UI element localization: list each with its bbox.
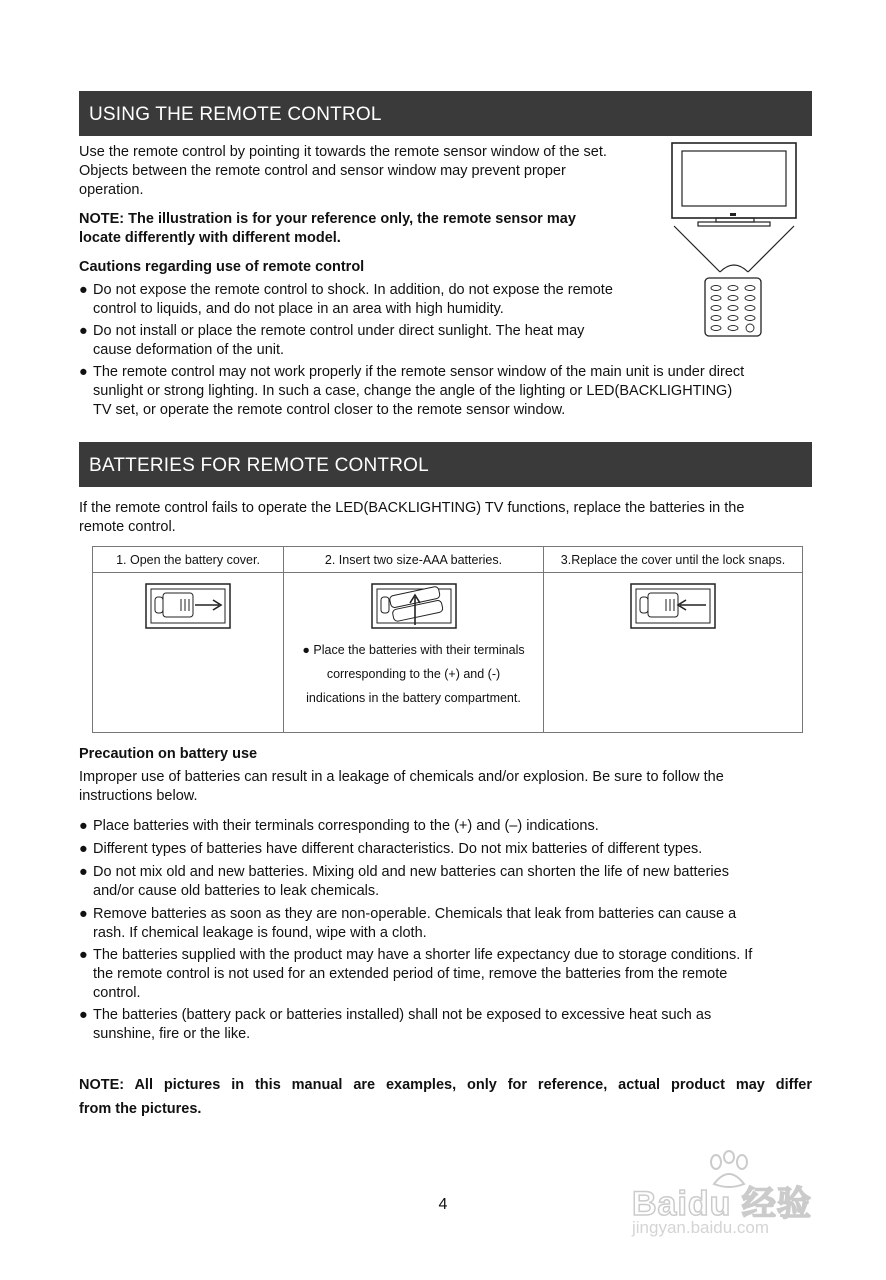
- bullet: ●: [79, 282, 88, 298]
- section-header-batteries: BATTERIES FOR REMOTE CONTROL: [79, 442, 812, 487]
- battery-insert-icon: [371, 583, 457, 629]
- final-note-line: from the pictures.: [79, 1101, 202, 1117]
- watermark-url: jingyan.baidu.com: [632, 1218, 770, 1237]
- caution-line: TV set, or operate the remote control closer to the remote sensor window.: [93, 402, 566, 418]
- caution-line: The remote control may not work properly if the remote sensor window of the main unit is under direct: [93, 364, 745, 380]
- caution-item: [79, 363, 819, 420]
- caution-line: Do not expose the remote control to shock. In addition, do not expose the remote: [93, 282, 613, 298]
- bullet: ●: [79, 906, 88, 922]
- precaution-line: Different types of batteries have different characteristics. Do not mix batteries of different types.: [93, 841, 703, 857]
- battery-open-icon: [145, 583, 231, 629]
- step-1-header: 1. Open the battery cover.: [93, 547, 284, 573]
- battery-insert-note-line: ● Place the batteries with their terminals: [302, 643, 525, 657]
- bullet: ●: [79, 323, 88, 339]
- precaution-line: the remote control is not used for an extended period of time, remove the batteries from the remote: [93, 966, 728, 982]
- battery-insert-note: [284, 638, 543, 710]
- precaution-line: rash. If chemical leakage is found, wipe with a cloth.: [93, 925, 427, 941]
- bullet: ●: [79, 818, 88, 834]
- bullet: ●: [79, 1007, 88, 1023]
- remote-note: [79, 210, 669, 248]
- caution-item: [79, 281, 679, 319]
- step-3-header: 3.Replace the cover until the lock snaps.: [544, 547, 803, 573]
- page-number: 4: [438, 1196, 448, 1213]
- precaution-item: [79, 1006, 819, 1044]
- batteries-intro: [79, 499, 819, 537]
- precaution-item: [79, 863, 819, 901]
- battery-insert-note-line: corresponding to the (+) and (-): [326, 667, 501, 681]
- precaution-item: [79, 946, 819, 1003]
- precaution-item: [79, 905, 819, 943]
- precaution-line: Do not mix old and new batteries. Mixing old and new batteries can shorten the life of new batteries: [93, 864, 729, 880]
- remote-intro-line: Use the remote control by pointing it towards the remote sensor window of the set.: [79, 144, 607, 160]
- precaution-line: sunshine, fire or the like.: [93, 1026, 251, 1042]
- remote-note-line: NOTE: The illustration is for your reference only, the remote sensor may: [79, 211, 576, 227]
- precaution-intro: [79, 768, 819, 806]
- step-3-cell: [544, 573, 803, 733]
- battery-steps-table: [92, 546, 803, 733]
- precaution-heading: Precaution on battery use: [79, 746, 258, 762]
- final-note: [79, 1073, 812, 1121]
- watermark-brand: Baidu 经验: [632, 1185, 812, 1223]
- bullet: ●: [79, 947, 88, 963]
- precaution-item: [79, 817, 819, 836]
- battery-close-icon: [630, 583, 716, 629]
- precaution-intro-line: Improper use of batteries can result in a leakage of chemicals and/or explosion. Be sure to follow the: [79, 769, 724, 785]
- section-header-remote: USING THE REMOTE CONTROL: [79, 91, 812, 136]
- caution-line: Do not install or place the remote control under direct sunlight. The heat may: [93, 323, 585, 339]
- remote-intro-line: operation.: [79, 182, 144, 198]
- cautions-heading: Cautions regarding use of remote control: [79, 259, 365, 275]
- caution-item: [79, 322, 679, 360]
- bullet: ●: [79, 364, 88, 380]
- precaution-line: The batteries (battery pack or batteries installed) shall not be exposed to excessive heat such as: [93, 1007, 712, 1023]
- caution-line: control to liquids, and do not place in an area with high humidity.: [93, 301, 504, 317]
- precaution-line: control.: [93, 985, 141, 1001]
- step-1-cell: [93, 573, 284, 733]
- battery-insert-note-line: indications in the battery compartment.: [306, 691, 521, 705]
- watermark: [632, 1150, 842, 1250]
- precaution-item: [79, 840, 819, 859]
- caution-line: sunlight or strong lighting. In such a case, change the angle of the lighting or LED(BACKLIGHTING): [93, 383, 733, 399]
- batteries-intro-line: remote control.: [79, 519, 176, 535]
- remote-intro-line: Objects between the remote control and sensor window may prevent proper: [79, 163, 566, 179]
- tv-remote-icon: [668, 140, 802, 340]
- caution-line: cause deformation of the unit.: [93, 342, 285, 358]
- precaution-line: Remove batteries as soon as they are non-operable. Chemicals that leak from batteries can cause a: [93, 906, 737, 922]
- bullet: ●: [79, 864, 88, 880]
- precaution-line: The batteries supplied with the product may have a shorter life expectancy due to storage conditions. If: [93, 947, 753, 963]
- bullet: ●: [79, 841, 88, 857]
- step-2-cell: [284, 573, 544, 733]
- step-2-header: 2. Insert two size-AAA batteries.: [284, 547, 544, 573]
- batteries-intro-line: If the remote control fails to operate the LED(BACKLIGHTING) TV functions, replace the batteries in the: [79, 500, 745, 516]
- remote-intro: [79, 143, 679, 200]
- precaution-intro-line: instructions below.: [79, 788, 198, 804]
- final-note-line: NOTE: All pictures in this manual are examples, only for reference, actual product may differ: [79, 1077, 812, 1093]
- precaution-line: and/or cause old batteries to leak chemicals.: [93, 883, 380, 899]
- precaution-line: Place batteries with their terminals corresponding to the (+) and (–) indications.: [93, 818, 599, 834]
- remote-note-line: locate differently with different model.: [79, 230, 341, 246]
